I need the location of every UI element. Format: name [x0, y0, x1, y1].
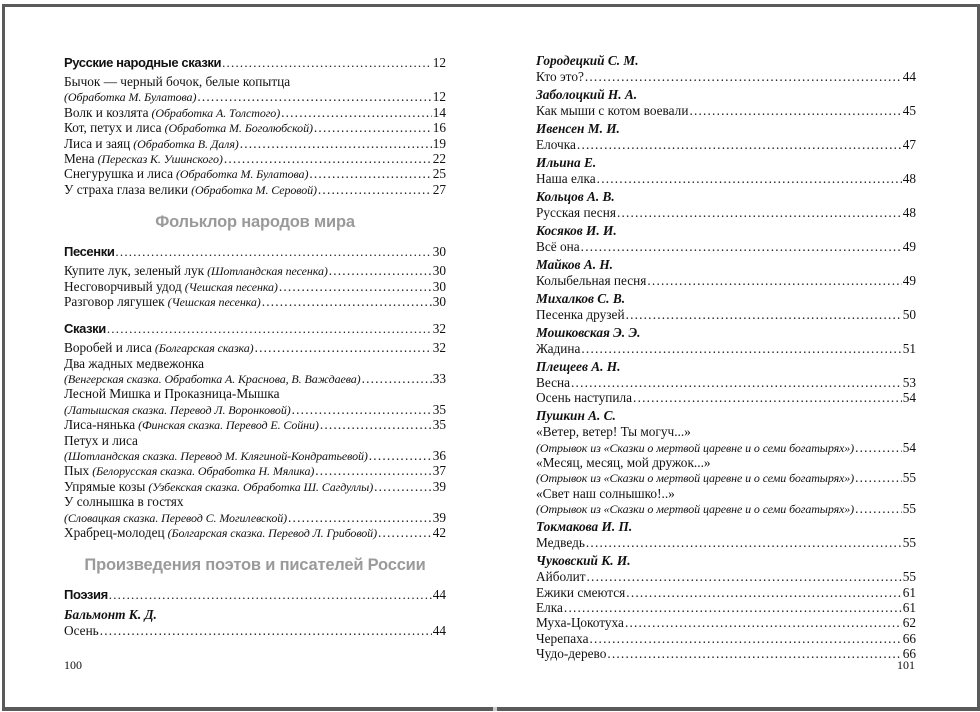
toc-entry[interactable]: [536, 440, 916, 455]
page-ref: 25: [432, 166, 446, 182]
page-ref: 61: [902, 584, 916, 600]
entry-note: (Болгарская сказка): [154, 341, 254, 356]
section-title: Русские народные сказки: [64, 55, 222, 70]
entry-title: Мена: [64, 150, 95, 166]
page-ref: 35: [432, 401, 446, 417]
toc-section[interactable]: [64, 320, 446, 338]
leader-dots: [374, 479, 432, 494]
author-name: Пушкин А. С.: [536, 408, 616, 424]
page-ref: 49: [902, 272, 916, 288]
entry-title: Весна: [536, 374, 571, 390]
toc-entry[interactable]: [536, 239, 916, 254]
page-ref: 30: [432, 244, 446, 260]
toc-entry[interactable]: [536, 615, 916, 630]
page-ref: 55: [902, 535, 916, 551]
leader-dots: [362, 371, 432, 386]
leader-dots: [581, 341, 901, 356]
author-name: Ильина Е.: [536, 154, 597, 170]
page-ref: 66: [902, 630, 916, 646]
part-heading: Фольклор народов мира: [155, 213, 355, 232]
page-ref: 55: [902, 470, 916, 486]
entry-title: Елка: [536, 599, 563, 615]
leader-dots: [255, 340, 432, 355]
leader-dots: [597, 171, 902, 186]
toc-entry[interactable]: [64, 402, 446, 417]
page-ref: 55: [902, 501, 916, 517]
toc-title-line[interactable]: Лесной Мишка и Проказница-Мышка: [64, 386, 280, 402]
entry-title: Лиса и заяц: [64, 135, 131, 151]
entry-note: (Обработка В. Даля): [133, 136, 239, 151]
toc-entry[interactable]: [64, 371, 446, 386]
entry-title: Кот, петух и лиса: [64, 120, 162, 136]
section-title: Песенки: [64, 244, 115, 260]
entry-title: Медведь: [536, 535, 585, 551]
entry-title: Муха-Цокотуха: [536, 615, 624, 631]
leader-dots: [855, 440, 902, 455]
toc-entry[interactable]: [64, 525, 446, 540]
leader-dots: [581, 239, 902, 254]
author-name: Заболоцкий Н. А.: [536, 86, 638, 102]
entry-note: (Обработка А. Толстого): [151, 105, 281, 120]
entry-note: (Белорусская сказка. Обработка Н. Мялика): [92, 464, 315, 479]
page-ref: 27: [432, 181, 446, 197]
page-ref: 61: [902, 599, 916, 615]
entry-note: (Обработка М. Булатова): [176, 167, 309, 182]
toc-section[interactable]: [64, 243, 446, 261]
leader-dots: [281, 105, 432, 120]
entry-title: Как мыши с котом воевали: [536, 102, 689, 118]
entry-note: (Словацкая сказка. Перевод С. Могилевской): [64, 510, 288, 525]
toc-entry[interactable]: [536, 569, 916, 584]
leader-dots: [224, 151, 432, 166]
page-ref: 16: [432, 120, 446, 136]
toc-title-line[interactable]: «Месяц, месяц, мой дружок...»: [536, 455, 711, 471]
page-ref: 48: [902, 204, 916, 220]
page-ref: 66: [902, 646, 916, 662]
entry-note: (Отрывок из «Сказки о мертвой царевне и о семи богатырях»): [536, 502, 855, 517]
toc-section[interactable]: [64, 54, 446, 72]
page-number-left: 100: [64, 658, 82, 672]
page-ref: 19: [432, 135, 446, 151]
page-ref: 62: [902, 615, 916, 631]
entry-note: (Финская сказка. Перевод Е. Сойни): [138, 418, 319, 433]
entry-note: (Обработка М. Булатова): [64, 90, 197, 105]
leader-dots: [626, 307, 902, 322]
toc-entry[interactable]: [64, 463, 446, 478]
toc-entry[interactable]: [536, 535, 916, 550]
page-ref: 53: [902, 374, 916, 390]
author-name: Кольцов А. В.: [536, 188, 615, 204]
leader-dots: [571, 375, 902, 390]
page-ref: 12: [432, 55, 446, 70]
entry-title: Осень наступила: [536, 390, 633, 406]
section-title: Поэзия: [64, 587, 108, 603]
leader-dots: [197, 89, 431, 104]
leader-dots: [262, 294, 432, 309]
entry-note: (Отрывок из «Сказки о мертвой царевне и о семи богатырях»): [536, 440, 855, 455]
author-name: Косяков И. И.: [536, 222, 617, 238]
page-ref: 51: [902, 340, 916, 356]
toc-entry[interactable]: [536, 631, 916, 646]
entry-title: Упрямые козы: [64, 478, 146, 494]
entry-note: (Пересказ К. Ушинского): [97, 151, 223, 166]
toc-entry[interactable]: [64, 166, 446, 181]
toc-entry[interactable]: [64, 417, 446, 432]
entry-title: Купите лук, зеленый лук: [64, 263, 205, 279]
entry-title: Кто это?: [536, 69, 584, 84]
page-ref: 44: [432, 587, 446, 603]
toc-section[interactable]: [64, 586, 446, 604]
section-title: Сказки: [64, 321, 106, 337]
toc-entry[interactable]: [536, 137, 916, 152]
leader-dots: [309, 166, 431, 181]
page-ref: 44: [902, 69, 916, 84]
entry-title: Колыбельная песня: [536, 272, 647, 288]
leader-dots: [586, 535, 902, 550]
toc-entry[interactable]: [64, 89, 446, 104]
leader-dots: [617, 205, 902, 220]
leader-dots: [240, 136, 432, 151]
entry-title: Ежики смеются: [536, 584, 626, 600]
leader-dots: [855, 470, 902, 485]
entry-note: (Шотландская сказка. Перевод М. Клягиной-Кондратьевой): [64, 449, 368, 464]
entry-title: У страха глаза велики: [64, 181, 189, 197]
toc-entry[interactable]: [536, 341, 916, 356]
toc-entry[interactable]: [536, 390, 916, 405]
entry-note: (Обработка М. Серовой): [191, 182, 317, 197]
toc-page-left: [64, 54, 446, 638]
leader-dots: [577, 137, 902, 152]
toc-entry[interactable]: [536, 103, 916, 118]
toc-entry[interactable]: [536, 273, 916, 288]
page-ref: 30: [432, 263, 446, 279]
entry-note: (Отрывок из «Сказки о мертвой царевне и о семи богатырях»): [536, 471, 855, 486]
toc-entry[interactable]: [64, 136, 446, 151]
leader-dots: [633, 390, 902, 405]
toc-entry[interactable]: [536, 470, 916, 485]
toc-title-line[interactable]: «Ветер, ветер! Ты могуч...»: [536, 424, 691, 440]
toc-entry[interactable]: [64, 182, 446, 197]
page-ref: 50: [902, 306, 916, 322]
toc-entry[interactable]: [64, 479, 446, 494]
page-ref: 44: [432, 622, 446, 638]
leader-dots: [378, 525, 432, 540]
page-ref: 33: [432, 371, 446, 387]
author-name: Бальмонт К. Д.: [64, 606, 157, 622]
leader-dots: [855, 501, 902, 516]
author-name: Мошковская Э. Э.: [536, 324, 641, 340]
toc-entry[interactable]: [536, 69, 916, 84]
leader-dots: [607, 646, 901, 661]
entry-title: Черепаха: [536, 630, 589, 646]
toc-title-line[interactable]: Два жадных медвежонка: [64, 355, 205, 371]
author-name: Михалков С. В.: [536, 290, 626, 306]
entry-note: (Шотландская песенка): [207, 264, 328, 279]
page-ref: 37: [432, 463, 446, 479]
leader-dots: [585, 69, 902, 84]
page-ref: 47: [902, 136, 916, 152]
toc-entry[interactable]: [64, 263, 446, 278]
toc-entry[interactable]: [64, 623, 446, 638]
book-spine: [493, 707, 497, 711]
leader-dots: [590, 631, 902, 646]
leader-dots: [587, 569, 902, 584]
toc-entry[interactable]: [64, 151, 446, 166]
entry-title: Русская песня: [536, 204, 616, 220]
toc-entry[interactable]: [64, 120, 446, 135]
entry-title: Осень: [64, 622, 99, 638]
leader-dots: [279, 279, 432, 294]
page-ref: 36: [432, 448, 446, 464]
leader-dots: [647, 273, 901, 288]
toc-entry[interactable]: [64, 294, 446, 309]
leader-dots: [329, 263, 432, 278]
entry-title: Несговорчивый удод: [64, 278, 182, 294]
toc-entry[interactable]: [536, 205, 916, 220]
toc-entry[interactable]: [536, 501, 916, 516]
toc-entry[interactable]: [64, 448, 446, 463]
page-ref: 32: [432, 321, 446, 337]
entry-title: Айболит: [536, 569, 586, 585]
author-name: Чуковский К. И.: [536, 553, 631, 569]
leader-dots: [222, 54, 432, 72]
entry-note: (Болгарская сказка. Перевод Л. Грибовой): [167, 525, 377, 540]
author-name: Плещеев А. Н.: [536, 358, 621, 374]
leader-dots: [369, 448, 432, 463]
page-ref: 30: [432, 293, 446, 309]
toc-entry[interactable]: [536, 600, 916, 615]
leader-dots: [115, 243, 431, 261]
entry-title: Наша елка: [536, 170, 596, 186]
entry-title: Пых: [64, 463, 90, 479]
toc-entry[interactable]: [536, 307, 916, 322]
toc-entry[interactable]: [536, 375, 916, 390]
entry-note: (Латышская сказка. Перевод Л. Воронковой): [64, 402, 291, 417]
author-name: Майков А. Н.: [536, 256, 614, 272]
entry-title: Елочка: [536, 136, 576, 152]
toc-entry[interactable]: [64, 105, 446, 120]
leader-dots: [625, 615, 902, 630]
page-number-right: 101: [897, 658, 915, 672]
page-ref: 42: [432, 524, 446, 540]
toc-title-line[interactable]: Петух и лиса: [64, 432, 138, 448]
part-heading: Произведения поэтов и писателей России: [84, 556, 426, 575]
leader-dots: [320, 417, 432, 432]
page-ref: 32: [432, 340, 446, 356]
author-name: Токмакова И. П.: [536, 519, 633, 535]
page-ref: 48: [902, 170, 916, 186]
page-ref: 12: [432, 89, 446, 105]
author-name: Ивенсен М. И.: [536, 120, 620, 136]
toc-entry[interactable]: [64, 510, 446, 525]
leader-dots: [689, 103, 901, 118]
page-ref: 39: [432, 509, 446, 525]
page-ref: 39: [432, 478, 446, 494]
entry-title: Жадина: [536, 340, 581, 356]
toc-entry[interactable]: [536, 585, 916, 600]
entry-title: Снегурушка и лиса: [64, 166, 173, 182]
entry-title: Всё она: [536, 238, 580, 254]
leader-dots: [315, 463, 431, 478]
page-ref: 54: [902, 439, 916, 455]
page-ref: 22: [432, 150, 446, 166]
toc-entry[interactable]: [536, 646, 916, 661]
entry-title: Чудо-дерево: [536, 646, 607, 662]
toc-title-line[interactable]: «Свет наш солнышко!..»: [536, 485, 675, 501]
page-ref: 14: [432, 104, 446, 120]
toc-entry[interactable]: [64, 340, 446, 355]
entry-note: (Чешская песенка): [184, 279, 278, 294]
page-ref: 45: [902, 102, 916, 118]
leader-dots: [318, 182, 432, 197]
leader-dots: [314, 120, 432, 135]
author-name: Городецкий С. М.: [536, 53, 639, 68]
leader-dots: [626, 585, 901, 600]
entry-title: Волк и козлята: [64, 104, 149, 120]
leader-dots: [109, 586, 432, 604]
toc-title-line[interactable]: У солнышка в гостях: [64, 494, 184, 510]
entry-title: Лиса-нянька: [64, 417, 136, 433]
page-ref: 35: [432, 417, 446, 433]
leader-dots: [564, 600, 902, 615]
entry-title: Храбрец-молодец: [64, 524, 165, 540]
toc-entry[interactable]: [64, 279, 446, 294]
entry-note: (Обработка М. Боголюбской): [164, 121, 313, 136]
page-ref: 49: [902, 238, 916, 254]
leader-dots: [288, 510, 432, 525]
entry-note: (Чешская песенка): [167, 294, 261, 309]
leader-dots: [292, 402, 432, 417]
entry-note: (Узбекская сказка. Обработка Ш. Сагдуллы): [148, 479, 374, 494]
entry-title: Воробей и лиса: [64, 340, 152, 356]
leader-dots: [107, 320, 432, 338]
toc-page-right: [536, 53, 916, 662]
entry-title: Песенка друзей: [536, 306, 625, 322]
toc-title-line[interactable]: Бычок — черный бочок, белые копытца: [64, 74, 291, 89]
entry-note: (Венгерская сказка. Обработка А. Краснова, В. Важдаева): [64, 372, 361, 387]
leader-dots: [100, 623, 432, 638]
page-ref: 30: [432, 278, 446, 294]
toc-entry[interactable]: [536, 171, 916, 186]
entry-title: Разговор лягушек: [64, 293, 165, 309]
page-ref: 54: [902, 390, 916, 406]
page-ref: 55: [902, 569, 916, 585]
